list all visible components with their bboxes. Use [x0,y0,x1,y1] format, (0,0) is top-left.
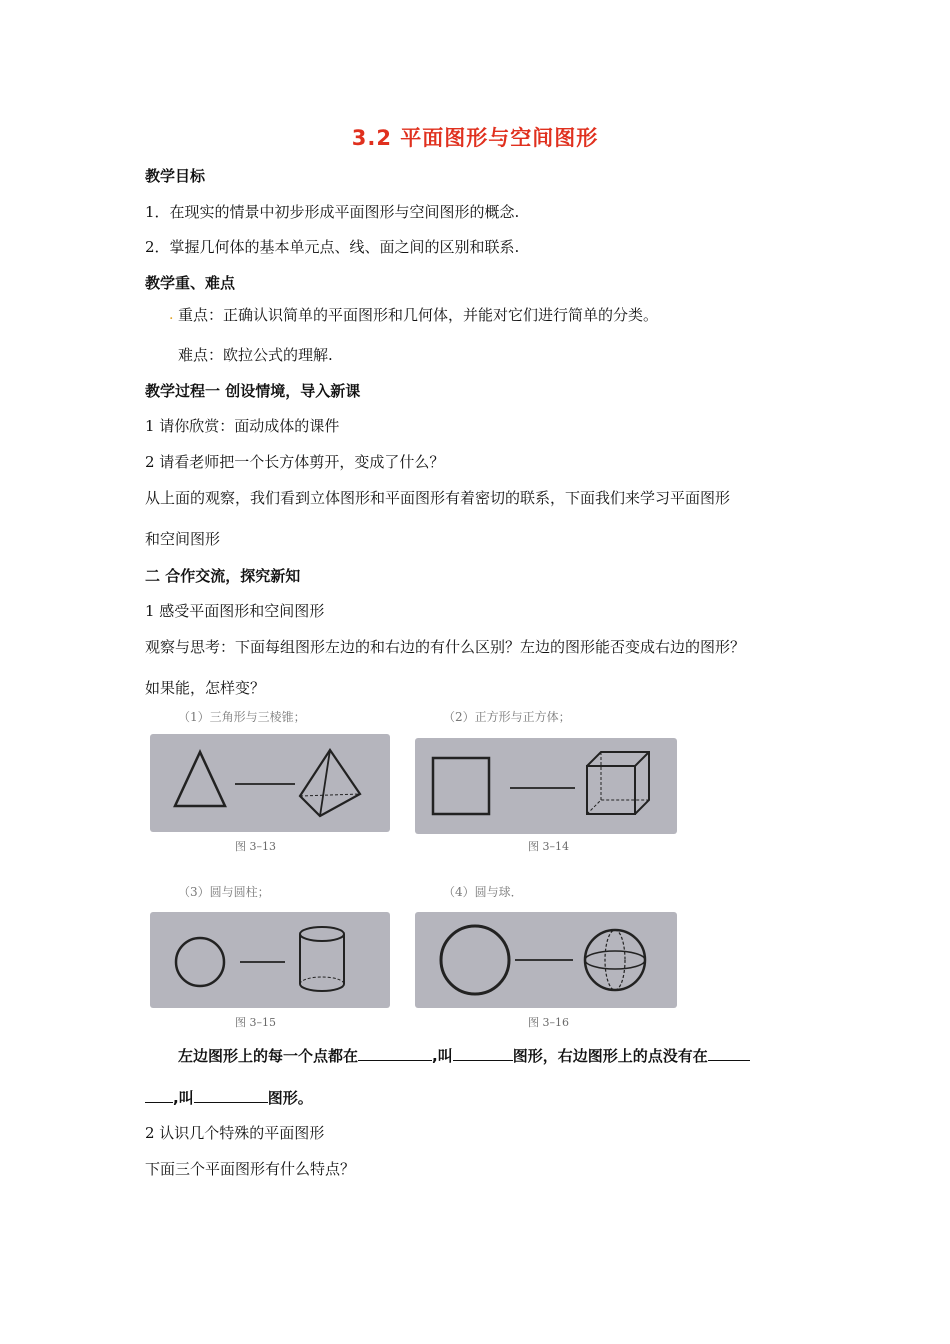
paragraph-line-2: 和空间图形 [145,530,221,548]
figure-number-1: 图 3–13 [235,840,276,853]
key-point: 重点：正确认识简单的平面图形和几何体，并能对它们进行简单的分类。 [178,306,659,324]
objective-item-1: 1．在现实的情景中初步形成平面图形与空间图形的概念. [145,203,520,221]
objectives-heading: 教学目标 [145,167,206,185]
process-heading: 教学过程一 创设情境，导入新课 [145,382,361,400]
figure-panel-4 [415,912,677,1008]
process-item-2: 2 请看老师把一个长方体剪开，变成了什么？ [145,453,445,471]
fill-blank-line-1 [178,1045,750,1066]
figure-number-2: 图 3–14 [528,840,569,853]
answer-blank-3b[interactable] [145,1087,173,1103]
figure-number-4: 图 3–16 [528,1016,569,1029]
paragraph-line-1: 从上面的观察，我们看到立体图形和平面图形有着密切的联系，下面我们来学习平面图形 [145,489,731,507]
figure-caption-1: （1）三角形与三棱锥； [178,710,306,724]
answer-blank-1[interactable] [358,1045,432,1061]
fill-text-3: 图形，右边图形上的点没有在 [512,1047,708,1065]
question-line-1: 观察与思考：下面每组图形左边的和右边的有什么区别？左边的图形能否变成右边的图形？ [145,638,746,656]
circle-sphere-figure [415,912,677,1008]
figure-panel-1 [150,734,390,832]
fill-text-2: ,叫 [432,1047,453,1065]
section3-sub2: 2 认识几个特殊的平面图形 [145,1124,325,1142]
process-item-1: 1 请你欣赏：面动成体的课件 [145,417,340,435]
square-cube-figure [415,738,677,834]
section3-question: 下面三个平面图形有什么特点？ [145,1160,356,1178]
figure-caption-2: （2）正方形与正方体； [443,710,571,724]
answer-blank-3a[interactable] [708,1045,750,1061]
figure-panel-3 [150,912,390,1008]
circle-cylinder-figure [150,912,390,1008]
page-title: 3.2 平面图形与空间图形 [351,126,599,150]
section2-heading: 二 合作交流，探究新知 [145,567,301,585]
section2-sub1: 1 感受平面图形和空间图形 [145,602,325,620]
figure-number-3: 图 3–15 [235,1016,276,1029]
objective-item-2: 2．掌握几何体的基本单元点、线、面之间的区别和联系. [145,238,520,256]
difficult-point: 难点：欧拉公式的理解. [178,346,333,364]
key-points-heading: 教学重、难点 [145,274,236,292]
question-line-2: 如果能，怎样变？ [145,679,266,697]
fill-text-4: ,叫 [173,1089,194,1107]
triangle-pyramid-figure [150,734,390,832]
marker-dot: . [169,307,174,323]
figure-group [145,706,690,1036]
fill-text-1: 左边图形上的每一个点都在 [178,1047,359,1065]
answer-blank-2[interactable] [453,1045,513,1061]
fill-blank-line-2 [145,1087,313,1108]
fill-text-5: 图形。 [267,1089,313,1107]
figure-caption-4: （4）圆与球． [443,885,523,899]
figure-caption-3: （3）圆与圆柱； [178,885,270,899]
answer-blank-4[interactable] [194,1087,268,1103]
figure-panel-2 [415,738,677,834]
